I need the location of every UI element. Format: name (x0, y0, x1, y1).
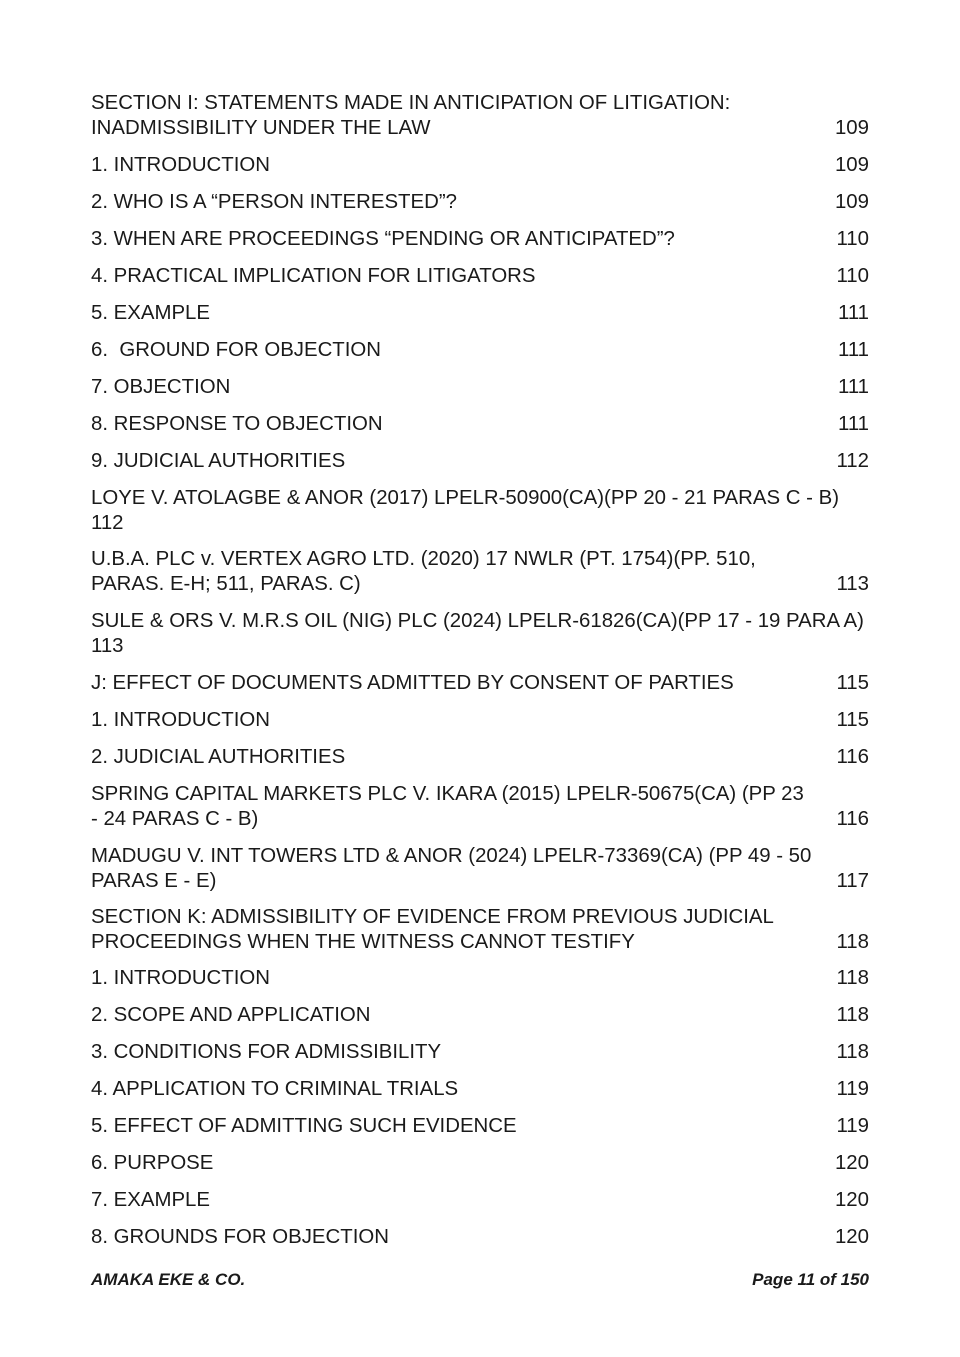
toc-entry-title: SECTION K: ADMISSIBILITY OF EVIDENCE FROM PREVIOUS JUDICIAL PROCEEDINGS WHEN THE WITNESS CANNOT TESTIFY (91, 906, 774, 953)
toc-entry[interactable] (91, 1003, 869, 1028)
toc-entry-page: 119 (836, 1078, 869, 1100)
toc-entry-page: 115 (836, 709, 869, 731)
toc-entry[interactable] (91, 1151, 869, 1176)
toc-entry-page: 109 (834, 116, 869, 139)
toc-entry-page: 116 (836, 807, 869, 830)
toc-entry-title: 9. JUDICIAL AUTHORITIES (91, 450, 346, 472)
toc-entry-title: 6. PURPOSE (91, 1152, 214, 1174)
toc-entry[interactable] (91, 301, 869, 326)
toc-entry-title: 1. INTRODUCTION (91, 967, 270, 989)
toc-entry-title: 3. CONDITIONS FOR ADMISSIBILITY (91, 1041, 442, 1063)
toc-entry-page: 109 (834, 191, 869, 213)
toc-entry-title: 4. PRACTICAL IMPLICATION FOR LITIGATORS (91, 265, 536, 287)
toc-entry-page: 112 (836, 450, 869, 472)
toc-entry-page: 115 (836, 672, 869, 694)
toc-entry-page: 116 (836, 746, 869, 768)
toc-entry-page: 109 (834, 154, 869, 176)
toc-entry[interactable] (91, 708, 869, 733)
toc-entry-title: 1. INTRODUCTION (91, 709, 270, 731)
toc-entry-title: 8. GROUNDS FOR OBJECTION (91, 1226, 389, 1248)
toc-entry-page: 111 (838, 339, 869, 361)
toc-entry-page: 117 (836, 869, 869, 892)
toc-entry-page: 118 (836, 930, 869, 953)
toc-entry[interactable] (91, 609, 869, 658)
toc-entry-title: MADUGU V. INT TOWERS LTD & ANOR (2024) LPELR-73369(CA) (PP 49 - 50 PARAS E - E) (91, 845, 812, 892)
toc-entry[interactable] (91, 486, 869, 535)
toc-entry-title: 2. SCOPE AND APPLICATION (91, 1004, 371, 1026)
toc-entry-title: U.B.A. PLC v. VERTEX AGRO LTD. (2020) 17 NWLR (PT. 1754)(PP. 510, PARAS. E-H; 511, PARAS. C) (91, 548, 756, 595)
toc-entry[interactable] (91, 1114, 869, 1139)
toc-entry-page: 118 (836, 967, 869, 989)
toc-entry[interactable] (91, 153, 869, 178)
toc-entry-title: SULE & ORS V. M.R.S OIL (NIG) PLC (2024) LPELR-61826(CA)(PP 17 - 19 PARA A) (91, 610, 864, 632)
toc-entry-title: SECTION I: STATEMENTS MADE IN ANTICIPATION OF LITIGATION: INADMISSIBILITY UNDER THE LAW (91, 92, 731, 139)
toc-entry[interactable] (91, 547, 869, 596)
toc-entry-title: J: EFFECT OF DOCUMENTS ADMITTED BY CONSENT OF PARTIES (91, 672, 734, 694)
toc-entry-page: 120 (834, 1226, 869, 1248)
toc-entry-page: 120 (834, 1189, 869, 1211)
toc-entry[interactable] (91, 844, 869, 893)
toc-entry-page: 110 (836, 228, 869, 250)
toc-entry-title: 4. APPLICATION TO CRIMINAL TRIALS (91, 1078, 459, 1100)
toc-entry[interactable] (91, 449, 869, 474)
toc-entry[interactable] (91, 1040, 869, 1065)
toc-entry[interactable] (91, 782, 869, 831)
toc-entry[interactable] (91, 745, 869, 770)
footer-page-number: Page 11 of 150 (752, 1270, 869, 1289)
toc-entry[interactable] (91, 227, 869, 252)
toc-entry-title: 7. EXAMPLE (91, 1189, 210, 1211)
toc-entry[interactable] (91, 1225, 869, 1250)
toc-entry-title: LOYE V. ATOLAGBE & ANOR (2017) LPELR-50900(CA)(PP 20 - 21 PARAS C - B) (91, 487, 839, 509)
toc-entry-page: 113 (91, 634, 124, 657)
toc-entry[interactable] (91, 671, 869, 696)
toc-entry-title: SPRING CAPITAL MARKETS PLC V. IKARA (2015) LPELR-50675(CA) (PP 23 - 24 PARAS C - B) (91, 783, 804, 830)
toc-entry-title: 6. GROUND FOR OBJECTION (91, 339, 382, 361)
toc-entry-title: 1. INTRODUCTION (91, 154, 270, 176)
toc-entry-title: 5. EXAMPLE (91, 302, 210, 324)
toc-entry-title: 3. WHEN ARE PROCEEDINGS “PENDING OR ANTICIPATED”? (91, 228, 675, 250)
toc-entry[interactable] (91, 966, 869, 991)
toc-entry[interactable] (91, 1077, 869, 1102)
toc-entry[interactable] (91, 412, 869, 437)
toc-entry-page: 111 (838, 376, 869, 398)
toc-entry-page: 113 (836, 572, 869, 595)
toc-entry-page: 120 (834, 1152, 869, 1174)
toc-entry-page: 112 (91, 511, 124, 534)
toc-entry[interactable] (91, 91, 869, 140)
toc-entry[interactable] (91, 375, 869, 400)
toc-entry-page: 118 (836, 1041, 869, 1063)
toc-entry[interactable] (91, 338, 869, 363)
toc-entry[interactable] (91, 190, 869, 215)
toc-entry-page: 118 (836, 1004, 869, 1026)
toc-entry-title: 7. OBJECTION (91, 376, 231, 398)
toc-entry-page: 110 (836, 265, 869, 287)
toc-entry-page: 111 (838, 413, 869, 435)
toc-entry-page: 119 (836, 1115, 869, 1137)
toc-entry-page: 111 (838, 302, 869, 324)
toc-entry-title: 2. WHO IS A “PERSON INTERESTED”? (91, 191, 457, 213)
toc-entry-title: 8. RESPONSE TO OBJECTION (91, 413, 383, 435)
toc-entry[interactable] (91, 264, 869, 289)
toc-entry[interactable] (91, 1188, 869, 1213)
toc-entry[interactable] (91, 905, 869, 954)
toc-entry-title: 5. EFFECT OF ADMITTING SUCH EVIDENCE (91, 1115, 517, 1137)
footer-firm-name: AMAKA EKE & CO. (91, 1270, 246, 1289)
toc-entry-title: 2. JUDICIAL AUTHORITIES (91, 746, 346, 768)
